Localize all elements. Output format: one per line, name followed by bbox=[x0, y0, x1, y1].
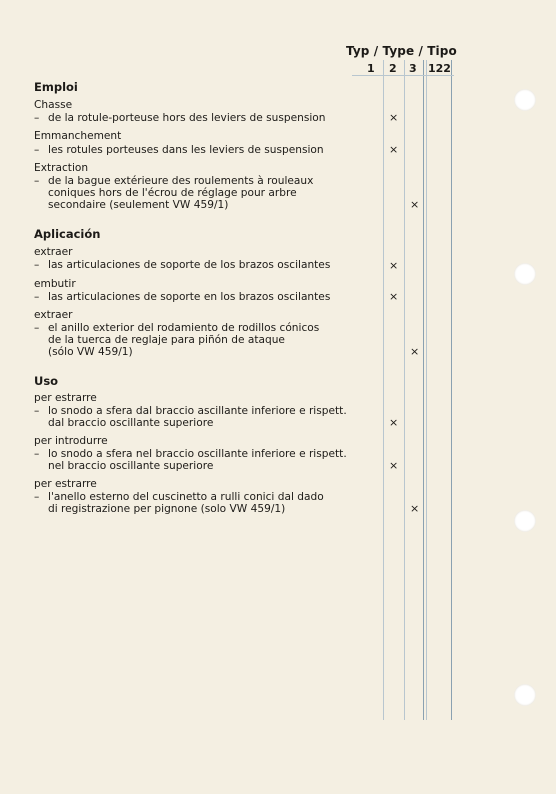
section-title-fr: Emploi bbox=[34, 80, 78, 94]
item-text-line: de la tuerca de reglaje para piñón de ataque bbox=[48, 334, 285, 346]
dash: – bbox=[34, 448, 40, 460]
column-divider bbox=[426, 60, 427, 720]
item-label: Emmanchement bbox=[34, 130, 122, 142]
item-text-line: las articulaciones de soporte de los brazos oscilantes bbox=[48, 259, 331, 271]
item-label: extraer bbox=[34, 246, 73, 258]
section-title-it: Uso bbox=[34, 374, 59, 388]
item-label: Extraction bbox=[34, 162, 89, 174]
mark-type-3: × bbox=[410, 198, 420, 211]
item-label: per introdurre bbox=[34, 435, 108, 447]
item-text bbox=[34, 322, 320, 334]
item-text bbox=[34, 405, 347, 417]
item-text-line: dal braccio oscillante superiore bbox=[48, 417, 214, 429]
item-text-line: l'anello esterno del cuscinetto a rulli conici dal dado bbox=[48, 491, 324, 503]
mark-type-2: × bbox=[389, 259, 399, 272]
dash: – bbox=[34, 322, 40, 334]
column-divider bbox=[423, 60, 424, 720]
item-text-line: (sólo VW 459/1) bbox=[48, 346, 133, 358]
mark-type-2: × bbox=[389, 290, 399, 303]
mark-type-3: × bbox=[410, 345, 420, 358]
dash: – bbox=[34, 259, 40, 271]
mark-type-2: × bbox=[389, 459, 399, 472]
item-text-line: coniques hors de l'écrou de réglage pour arbre bbox=[48, 187, 297, 199]
type-col-2: 2 bbox=[389, 62, 397, 75]
item-text bbox=[34, 448, 347, 460]
dash: – bbox=[34, 291, 40, 303]
mark-type-2: × bbox=[389, 111, 399, 124]
item-text-line: el anillo exterior del rodamiento de rodillos cónicos bbox=[48, 322, 320, 334]
column-divider bbox=[451, 60, 452, 720]
mark-type-2: × bbox=[389, 416, 399, 429]
item-text bbox=[34, 291, 331, 303]
type-header: Typ / Type / Tipo bbox=[346, 44, 457, 58]
dash: – bbox=[34, 175, 40, 187]
item-text-line: les rotules porteuses dans les leviers de suspension bbox=[48, 144, 324, 156]
item-text bbox=[34, 112, 326, 124]
section-title-es: Aplicación bbox=[34, 227, 101, 241]
item-label: per estrarre bbox=[34, 392, 97, 404]
item-text-line: lo snodo a sfera nel braccio oscillante inferiore e rispett. bbox=[48, 448, 347, 460]
item-text bbox=[34, 144, 324, 156]
item-text bbox=[34, 259, 331, 271]
column-divider bbox=[404, 60, 405, 720]
type-col-1: 1 bbox=[367, 62, 375, 75]
item-label: Chasse bbox=[34, 99, 73, 111]
item-text-line: de la bague extérieure des roulements à rouleaux bbox=[48, 175, 314, 187]
item-text bbox=[34, 175, 314, 187]
item-text-line: nel braccio oscillante superiore bbox=[48, 460, 214, 472]
dash: – bbox=[34, 405, 40, 417]
binder-hole bbox=[514, 684, 536, 706]
mark-type-3: × bbox=[410, 502, 420, 515]
header-rule bbox=[352, 75, 454, 76]
dash: – bbox=[34, 491, 40, 503]
type-col-3: 3 bbox=[409, 62, 417, 75]
item-label: extraer bbox=[34, 309, 73, 321]
item-text-line: de la rotule-porteuse hors des leviers de suspension bbox=[48, 112, 326, 124]
binder-hole bbox=[514, 510, 536, 532]
item-label: per estrarre bbox=[34, 478, 97, 490]
binder-hole bbox=[514, 263, 536, 285]
mark-type-2: × bbox=[389, 143, 399, 156]
item-text-line: lo snodo a sfera dal braccio ascillante inferiore e rispett. bbox=[48, 405, 347, 417]
item-text bbox=[34, 491, 324, 503]
item-label: embutir bbox=[34, 278, 76, 290]
item-text-line: di registrazione per pignone (solo VW 459/1) bbox=[48, 503, 286, 515]
item-text-line: las articulaciones de soporte en los brazos oscilantes bbox=[48, 291, 331, 303]
item-text-line: secondaire (seulement VW 459/1) bbox=[48, 199, 229, 211]
dash: – bbox=[34, 144, 40, 156]
binder-hole bbox=[514, 89, 536, 111]
type-col-122: 122 bbox=[428, 62, 451, 75]
column-divider bbox=[383, 60, 384, 720]
dash: – bbox=[34, 112, 40, 124]
